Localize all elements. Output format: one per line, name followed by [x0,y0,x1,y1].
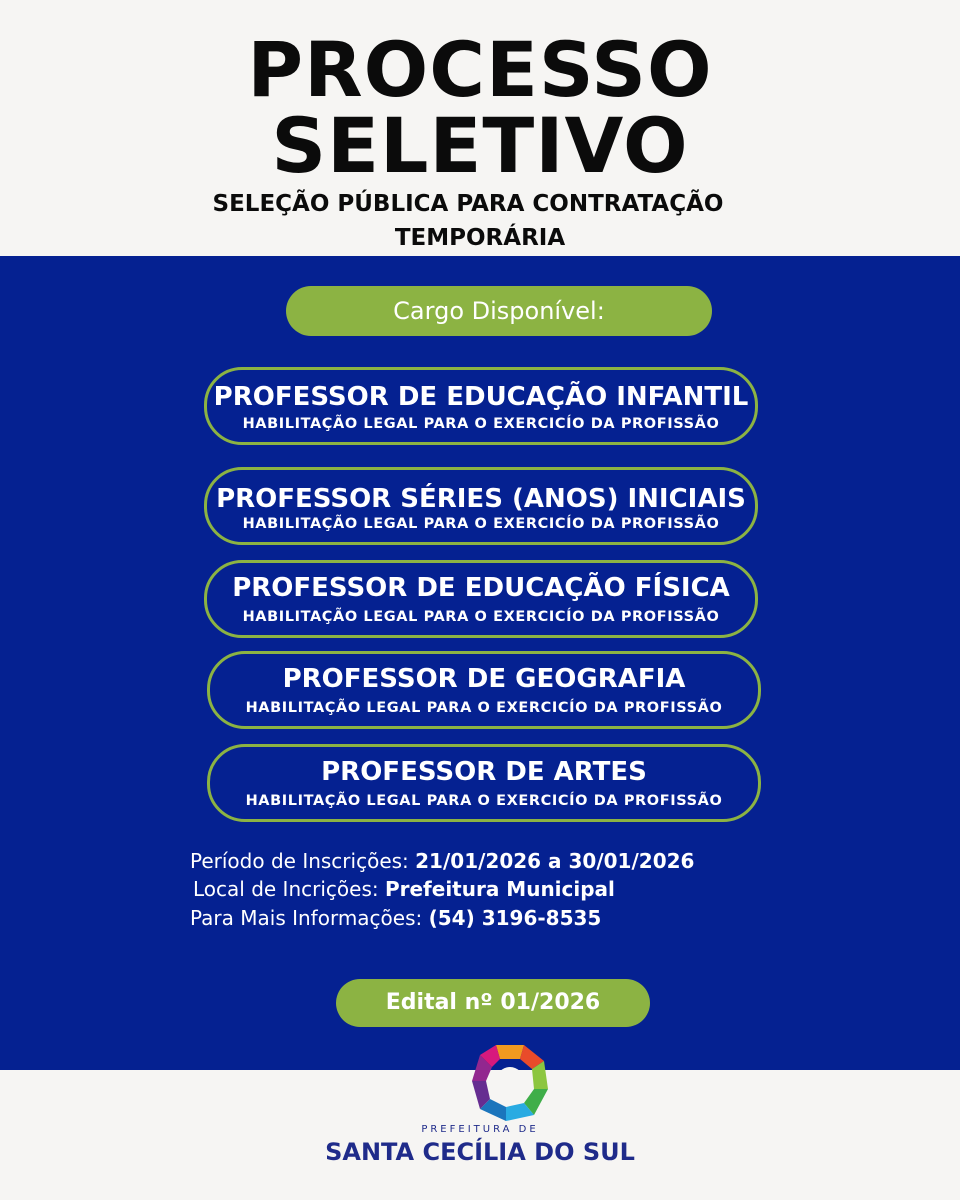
prefeitura-logo-icon [468,1039,552,1123]
job-name: PROFESSOR DE EDUCAÇÃO INFANTIL [213,382,749,412]
job-requirement: HABILITAÇÃO LEGAL PARA O EXERCICÍO DA PROFISSÃO [242,416,720,432]
header-section [0,0,960,256]
title-line-2: SELETIVO [271,101,689,190]
job-requirement: HABILITAÇÃO LEGAL PARA O EXERCICÍO DA PROFISSÃO [242,609,720,625]
job-name: PROFESSOR SÉRIES (ANOS) INICIAIS [216,484,746,514]
municipality-name: SANTA CECÍLIA DO SUL [325,1138,635,1166]
edital-badge: Edital nº 01/2026 [336,979,650,1027]
job-card [204,367,758,445]
job-requirement: HABILITAÇÃO LEGAL PARA O EXERCICÍO DA PROFISSÃO [242,516,720,532]
job-name: PROFESSOR DE EDUCAÇÃO FÍSICA [232,573,730,603]
subtitle-line-1: SELEÇÃO PÚBLICA PARA CONTRATAÇÃO [212,191,724,217]
info-local-value: Prefeitura Municipal [384,877,615,901]
job-name: PROFESSOR DE GEOGRAFIA [282,664,686,694]
job-card [204,467,758,545]
job-name: PROFESSOR DE ARTES [321,757,647,787]
info-local-label: Local de Incrições: [193,877,379,901]
job-card [204,560,758,638]
info-period-value: 21/01/2026 a 30/01/2026 [415,849,695,873]
info-period-label: Período de Inscrições: [190,849,409,873]
job-requirement: HABILITAÇÃO LEGAL PARA O EXERCICÍO DA PROFISSÃO [245,700,723,716]
info-contact-value: (54) 3196-8535 [428,906,602,930]
title-line-1: PROCESSO [247,25,713,114]
job-card [207,744,761,822]
info-contact [190,903,601,933]
job-card [207,651,761,729]
prefeitura-caption: PREFEITURA DE [421,1124,539,1135]
cargo-label: Cargo Disponível: [286,286,712,336]
info-local [193,874,615,904]
info-contact-label: Para Mais Informações: [190,906,423,930]
subtitle-line-2: TEMPORÁRIA [394,225,566,251]
job-requirement: HABILITAÇÃO LEGAL PARA O EXERCICÍO DA PROFISSÃO [245,793,723,809]
info-period [190,846,694,876]
